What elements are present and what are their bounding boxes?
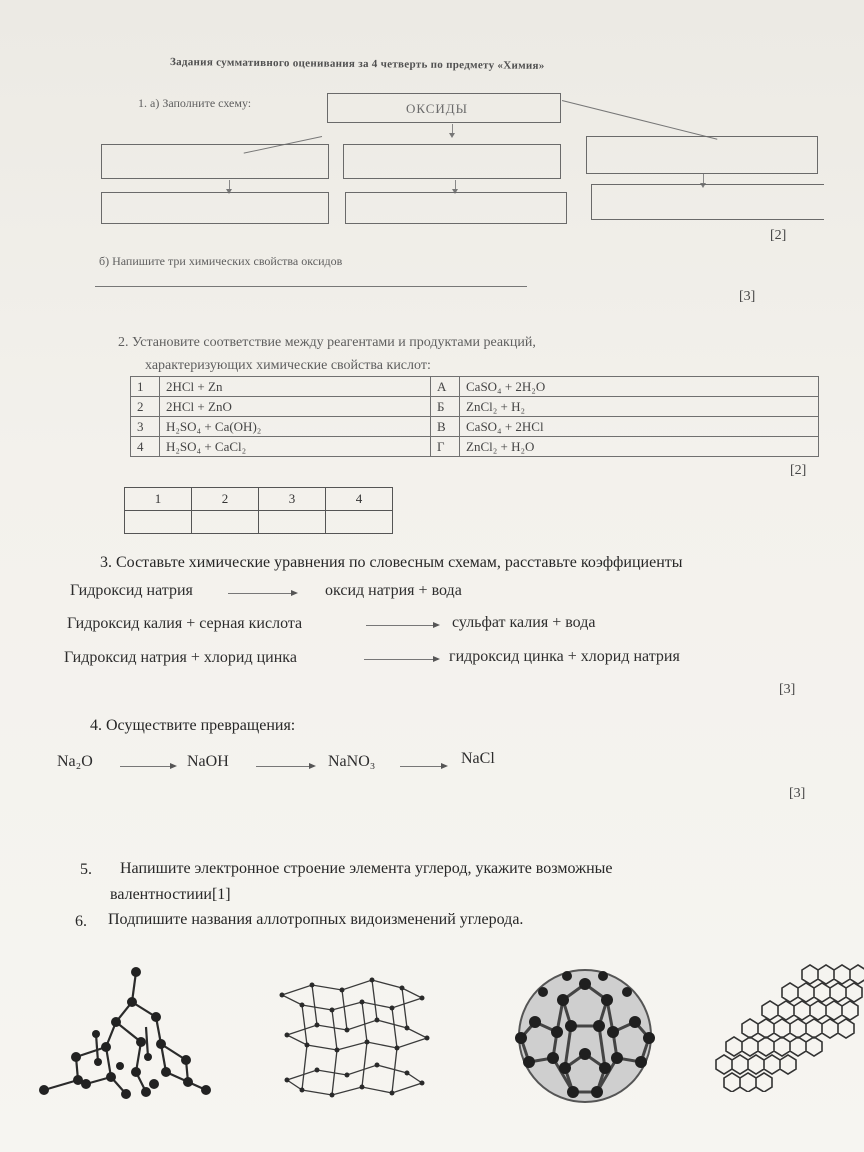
scheme-connector	[562, 100, 717, 140]
graphene-structure-image	[712, 962, 864, 1092]
scheme-box-5[interactable]	[345, 192, 567, 224]
q3-eq2-right: сульфат калия + вода	[452, 614, 596, 631]
row-number: 4	[131, 437, 160, 457]
reaction-table	[130, 376, 819, 457]
page-title: Задания суммативного оценивания за 4 четверть по предмету «Химия»	[169, 56, 545, 72]
letter-cell: Б	[431, 397, 460, 417]
answer-header-3: 3	[259, 488, 326, 511]
q5-number: 5.	[80, 861, 92, 878]
row-number: 3	[131, 417, 160, 437]
score-q3: [3]	[779, 682, 796, 697]
reagent-cell: 2HCl + Zn	[160, 377, 431, 397]
score-q1a: [2]	[770, 228, 787, 243]
scheme-box-2[interactable]	[343, 144, 561, 179]
arrow-down-icon	[703, 174, 704, 184]
arrow-right-icon	[120, 766, 175, 767]
reagent-cell: 2HCl + ZnO	[160, 397, 431, 417]
arrow-right-icon	[400, 766, 446, 767]
scheme-root-label: ОКСИДЫ	[406, 101, 468, 116]
table-row	[131, 437, 819, 457]
arrow-right-icon	[366, 625, 438, 626]
answer-cell-1[interactable]	[125, 511, 192, 534]
fullerene-structure-image	[505, 962, 665, 1110]
arrow-right-icon	[364, 659, 438, 660]
arrow-down-icon	[455, 180, 456, 190]
q1-label-b: б) Напишите три химических свойства оксидов	[99, 254, 343, 268]
product-cell: CaSO₄ + 2HCl	[460, 417, 819, 437]
q4-text: 4. Осуществите превращения:	[90, 717, 296, 734]
product-cell: ZnCl₂ + H₂	[460, 397, 819, 417]
q2-text-line2: характеризующих химические свойства кислот:	[145, 358, 431, 373]
product-cell: CaSO₄ + 2H₂O	[460, 377, 819, 397]
q6-text: Подпишите названия аллотропных видоизменений углерода.	[108, 911, 524, 928]
table-row	[131, 377, 819, 397]
answer-header-4: 4	[326, 488, 393, 511]
q2-text-line1: 2. Установите соответствие между реагентами и продуктами реакций,	[118, 335, 536, 350]
graphite-structure-image	[272, 960, 432, 1110]
answer-header-2: 2	[192, 488, 259, 511]
reagent-cell: H₂SO₄ + CaCl₂	[160, 437, 431, 457]
scheme-box-3[interactable]	[586, 136, 818, 174]
chain-item: NaNO₃	[328, 753, 376, 770]
score-q1b: [3]	[739, 289, 756, 304]
reagent-cell: H₂SO₄ + Ca(OH)₂	[160, 417, 431, 437]
answer-cell-2[interactable]	[192, 511, 259, 534]
row-number: 1	[131, 377, 160, 397]
arrow-down-icon	[452, 124, 453, 134]
diamond-structure-image	[36, 962, 216, 1112]
product-cell: ZnCl₂ + H₂O	[460, 437, 819, 457]
q3-eq2-left: Гидроксид калия + серная кислота	[67, 615, 303, 632]
row-number: 2	[131, 397, 160, 417]
score-q4: [3]	[789, 786, 806, 801]
q1-label-a: 1. а) Заполните схему:	[138, 96, 252, 110]
chain-item: NaCl	[461, 750, 495, 767]
score-q2: [2]	[790, 463, 807, 478]
q3-eq1-right: оксид натрия + вода	[325, 582, 462, 599]
answer-cell-4[interactable]	[326, 511, 393, 534]
q5-line1: Напишите электронное строение элемента углерод, укажите возможные	[120, 860, 613, 877]
answer-cell-3[interactable]	[259, 511, 326, 534]
chain-item: Na₂O	[57, 753, 93, 770]
answer-header-1: 1	[125, 488, 192, 511]
q3-eq1-left: Гидроксид натрия	[70, 582, 193, 599]
letter-cell: В	[431, 417, 460, 437]
q3-eq3-left: Гидроксид натрия + хлорид цинка	[64, 649, 297, 666]
arrow-right-icon	[228, 593, 296, 594]
scheme-box-1[interactable]	[101, 144, 329, 179]
q5-line2: валентностиии[1]	[110, 886, 231, 903]
answer-grid	[124, 487, 393, 534]
scheme-box-4[interactable]	[101, 192, 329, 224]
letter-cell: А	[431, 377, 460, 397]
scheme-box-6[interactable]	[591, 184, 824, 220]
chain-item: NaOH	[187, 753, 229, 770]
q3-text: 3. Составьте химические уравнения по словесным схемам, расставьте коэффициенты	[100, 554, 683, 571]
letter-cell: Г	[431, 437, 460, 457]
q6-number: 6.	[75, 913, 87, 930]
arrow-down-icon	[229, 180, 230, 190]
q3-eq3-right: гидроксид цинка + хлорид натрия	[449, 648, 680, 665]
arrow-right-icon	[256, 766, 314, 767]
table-row	[131, 397, 819, 417]
answer-line[interactable]	[95, 286, 527, 287]
table-row	[131, 417, 819, 437]
